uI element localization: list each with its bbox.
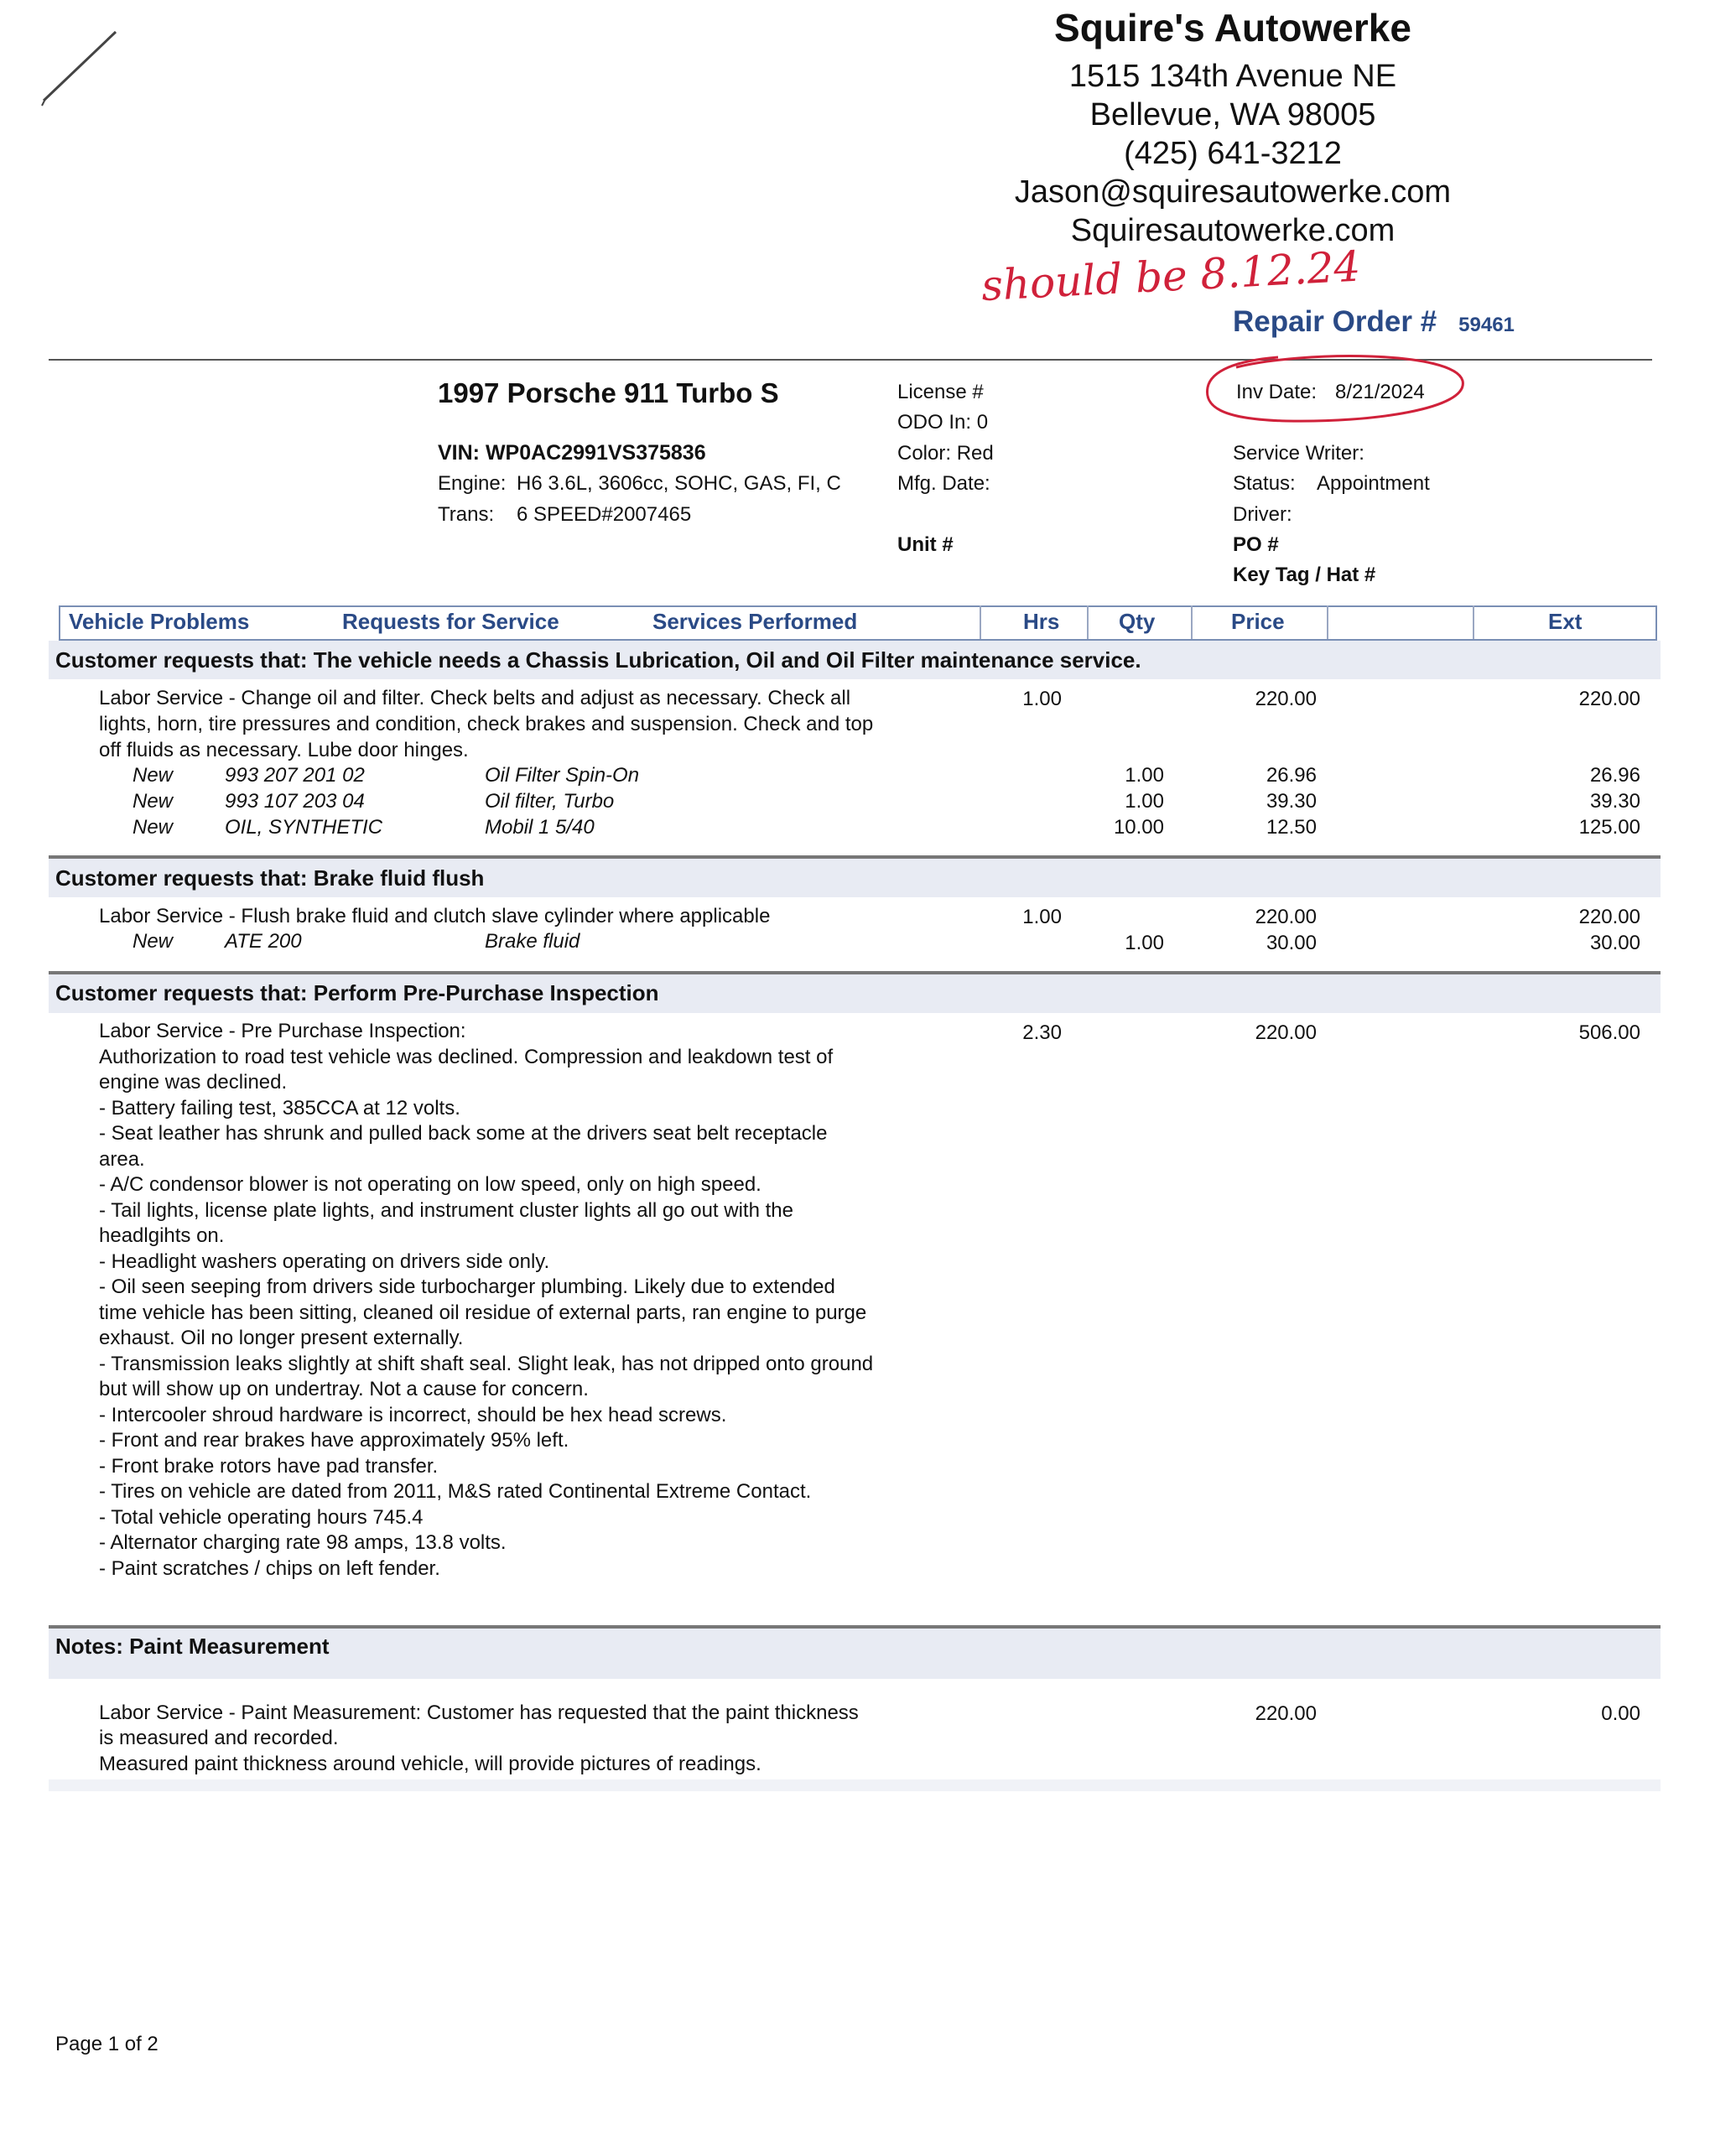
vehicle-title: 1997 Porsche 911 Turbo S — [438, 377, 779, 408]
repair-order — [1233, 305, 1515, 339]
labor-line: but will show up on undertray. Not a cause for concern. — [99, 1378, 589, 1400]
labor-line: - Oil seen seeping from drivers side turbocharger plumbing. Likely due to extended — [99, 1275, 835, 1298]
labor-ext: 0.00 — [1601, 1702, 1640, 1725]
trans-value: 6 SPEED#2007465 — [517, 503, 692, 526]
labor-line: engine was declined. — [99, 1071, 288, 1094]
shop-address-line1: 1515 134th Avenue NE — [1068, 59, 1397, 94]
labor-line: - Headlight washers operating on drivers side only. — [99, 1250, 550, 1273]
col-services-performed: Services Performed — [652, 609, 858, 634]
section-title-oil-service: Customer requests that: The vehicle needs a Chassis Lubrication, Oil and Oil Filter maintenance service. — [55, 647, 1141, 673]
col-divider — [980, 605, 981, 639]
handwritten-note-text: should be 8.12.24 — [980, 242, 1362, 311]
section-title-brake-fluid: Customer requests that: Brake fluid flush — [55, 865, 485, 891]
part-ext: 30.00 — [1589, 932, 1640, 954]
col-price: Price — [1231, 609, 1285, 634]
part-price: 39.30 — [1266, 790, 1317, 813]
part-desc: Brake fluid — [485, 930, 580, 953]
labor-line: - Transmission leaks slightly at shift shaft seal. Slight leak, has not dripped onto ground — [99, 1353, 874, 1375]
shop-address-line2: Bellevue, WA 98005 — [1089, 97, 1376, 132]
part-price: 30.00 — [1266, 932, 1317, 954]
labor-line: - Paint scratches / chips on left fender. — [99, 1557, 440, 1580]
labor-hrs: 1.00 — [1022, 906, 1062, 928]
shop-name: Squire's Autowerke — [1054, 6, 1411, 49]
part-ext: 125.00 — [1578, 816, 1640, 839]
part-number: 993 207 201 02 — [225, 764, 365, 787]
part-qty: 1.00 — [1125, 790, 1164, 813]
part-desc: Mobil 1 5/40 — [485, 816, 595, 839]
labor-ext: 220.00 — [1578, 906, 1640, 928]
col-divider — [1327, 605, 1328, 639]
part-desc: Oil Filter Spin-On — [485, 764, 640, 787]
labor-hrs: 1.00 — [1022, 688, 1062, 710]
labor-line: Measured paint thickness around vehicle, will provide pictures of readings. — [99, 1753, 761, 1775]
part-number: ATE 200 — [225, 930, 302, 953]
labor-line: - Battery failing test, 385CCA at 12 volts. — [99, 1097, 460, 1120]
labor-line: - Total vehicle operating hours 745.4 — [99, 1506, 424, 1529]
repair-order-label: Repair Order # — [1233, 305, 1437, 338]
section-bottom-band — [49, 1779, 1661, 1791]
part-ext: 26.96 — [1589, 764, 1640, 787]
pen-scribble — [25, 25, 126, 117]
labor-line: lights, horn, tire pressures and condition, check brakes and suspension. Check and top — [99, 713, 874, 735]
labor-line: - Tail lights, license plate lights, and instrument cluster lights all go out with the — [99, 1199, 793, 1222]
shop-phone: (425) 641-3212 — [1124, 136, 1342, 171]
col-qty: Qty — [1119, 609, 1156, 634]
col-requests-for-service: Requests for Service — [342, 609, 559, 634]
part-qty: 1.00 — [1125, 764, 1164, 787]
labor-line: Labor Service - Change oil and filter. Check belts and adjust as necessary. Check all — [99, 687, 851, 709]
color-field: Color: Red — [897, 442, 994, 465]
labor-price: 220.00 — [1255, 1021, 1317, 1044]
handwritten-circle — [1203, 351, 1471, 434]
labor-line: Authorization to road test vehicle was declined. Compression and leakdown test of — [99, 1046, 834, 1068]
part-desc: Oil filter, Turbo — [485, 790, 615, 813]
license-label: License # — [897, 381, 984, 403]
labor-price: 220.00 — [1255, 1702, 1317, 1725]
service-writer-label: Service Writer: — [1233, 442, 1364, 465]
key-tag-label: Key Tag / Hat # — [1233, 564, 1376, 586]
odo-in: ODO In: 0 — [897, 411, 989, 434]
labor-line: - Intercooler shroud hardware is incorrect, should be hex head screws. — [99, 1404, 727, 1426]
labor-line: - Front brake rotors have pad transfer. — [99, 1455, 439, 1478]
col-divider — [1191, 605, 1193, 639]
part-price: 26.96 — [1266, 764, 1317, 787]
labor-line: exhaust. Oil no longer present externally. — [99, 1327, 464, 1349]
column-header — [59, 605, 1657, 641]
trans-label: Trans: — [438, 503, 495, 526]
labor-line: area. — [99, 1148, 145, 1171]
labor-price: 220.00 — [1255, 688, 1317, 710]
labor-line: - Seat leather has shrunk and pulled back some at the drivers seat belt receptacle — [99, 1122, 828, 1145]
part-qty: 10.00 — [1113, 816, 1164, 839]
shop-email: Jason@squiresautowerke.com — [1014, 174, 1452, 210]
part-qty: 1.00 — [1125, 932, 1164, 954]
labor-line: Labor Service - Flush brake fluid and clutch slave cylinder where applicable — [99, 905, 771, 927]
labor-line: - Alternator charging rate 98 amps, 13.8 volts. — [99, 1531, 507, 1554]
vehicle-vin: VIN: WP0AC2991VS375836 — [438, 441, 706, 465]
engine-label: Engine: — [438, 472, 507, 495]
labor-ext: 506.00 — [1578, 1021, 1640, 1044]
unit-label: Unit # — [897, 533, 954, 556]
labor-ext: 220.00 — [1578, 688, 1640, 710]
repair-order-number: 59461 — [1458, 314, 1515, 336]
status-value: Appointment — [1317, 472, 1430, 495]
handwritten-note — [976, 236, 1429, 312]
labor-price: 220.00 — [1255, 906, 1317, 928]
col-vehicle-problems: Vehicle Problems — [69, 609, 250, 634]
labor-line: - Front and rear brakes have approximately 95% left. — [99, 1429, 569, 1452]
part-number: 993 107 203 04 — [225, 790, 365, 813]
part-number: OIL, SYNTHETIC — [225, 816, 383, 839]
page-number: Page 1 of 2 — [55, 2033, 159, 2055]
part-cond: New — [133, 790, 174, 813]
col-ext: Ext — [1548, 609, 1583, 634]
labor-line: headlgihts on. — [99, 1224, 225, 1247]
engine-value: H6 3.6L, 3606cc, SOHC, GAS, FI, C — [517, 472, 841, 495]
labor-line: Labor Service - Pre Purchase Inspection: — [99, 1020, 466, 1042]
part-price: 12.50 — [1266, 816, 1317, 839]
status-label: Status: — [1233, 472, 1296, 495]
inv-date-value: 8/21/2024 — [1335, 381, 1425, 403]
labor-hrs: 2.30 — [1022, 1021, 1062, 1044]
labor-line: - A/C condensor blower is not operating on low speed, only on high speed. — [99, 1173, 761, 1196]
labor-line: off fluids as necessary. Lube door hinges. — [99, 739, 469, 761]
labor-line: - Tires on vehicle are dated from 2011, M&S rated Continental Extreme Contact. — [99, 1480, 812, 1503]
part-cond: New — [133, 764, 174, 787]
section-title-paint-notes: Notes: Paint Measurement — [55, 1634, 330, 1659]
part-cond: New — [133, 816, 174, 839]
po-label: PO # — [1233, 533, 1279, 556]
labor-line: time vehicle has been sitting, cleaned oil residue of external parts, ran engine to purge — [99, 1301, 867, 1324]
part-ext: 39.30 — [1589, 790, 1640, 813]
col-divider — [1087, 605, 1089, 639]
col-hrs: Hrs — [1023, 609, 1060, 634]
labor-line: Labor Service - Paint Measurement: Customer has requested that the paint thickness — [99, 1701, 859, 1724]
inv-date-label: Inv Date: — [1236, 381, 1318, 403]
part-cond: New — [133, 930, 174, 953]
labor-line: is measured and recorded. — [99, 1727, 339, 1749]
mfg-date-label: Mfg. Date: — [897, 472, 990, 495]
col-divider — [1473, 605, 1474, 639]
driver-label: Driver: — [1233, 503, 1292, 526]
shop-website: Squiresautowerke.com — [1070, 213, 1396, 248]
section-title-pre-purchase: Customer requests that: Perform Pre-Purchase Inspection — [55, 980, 659, 1005]
